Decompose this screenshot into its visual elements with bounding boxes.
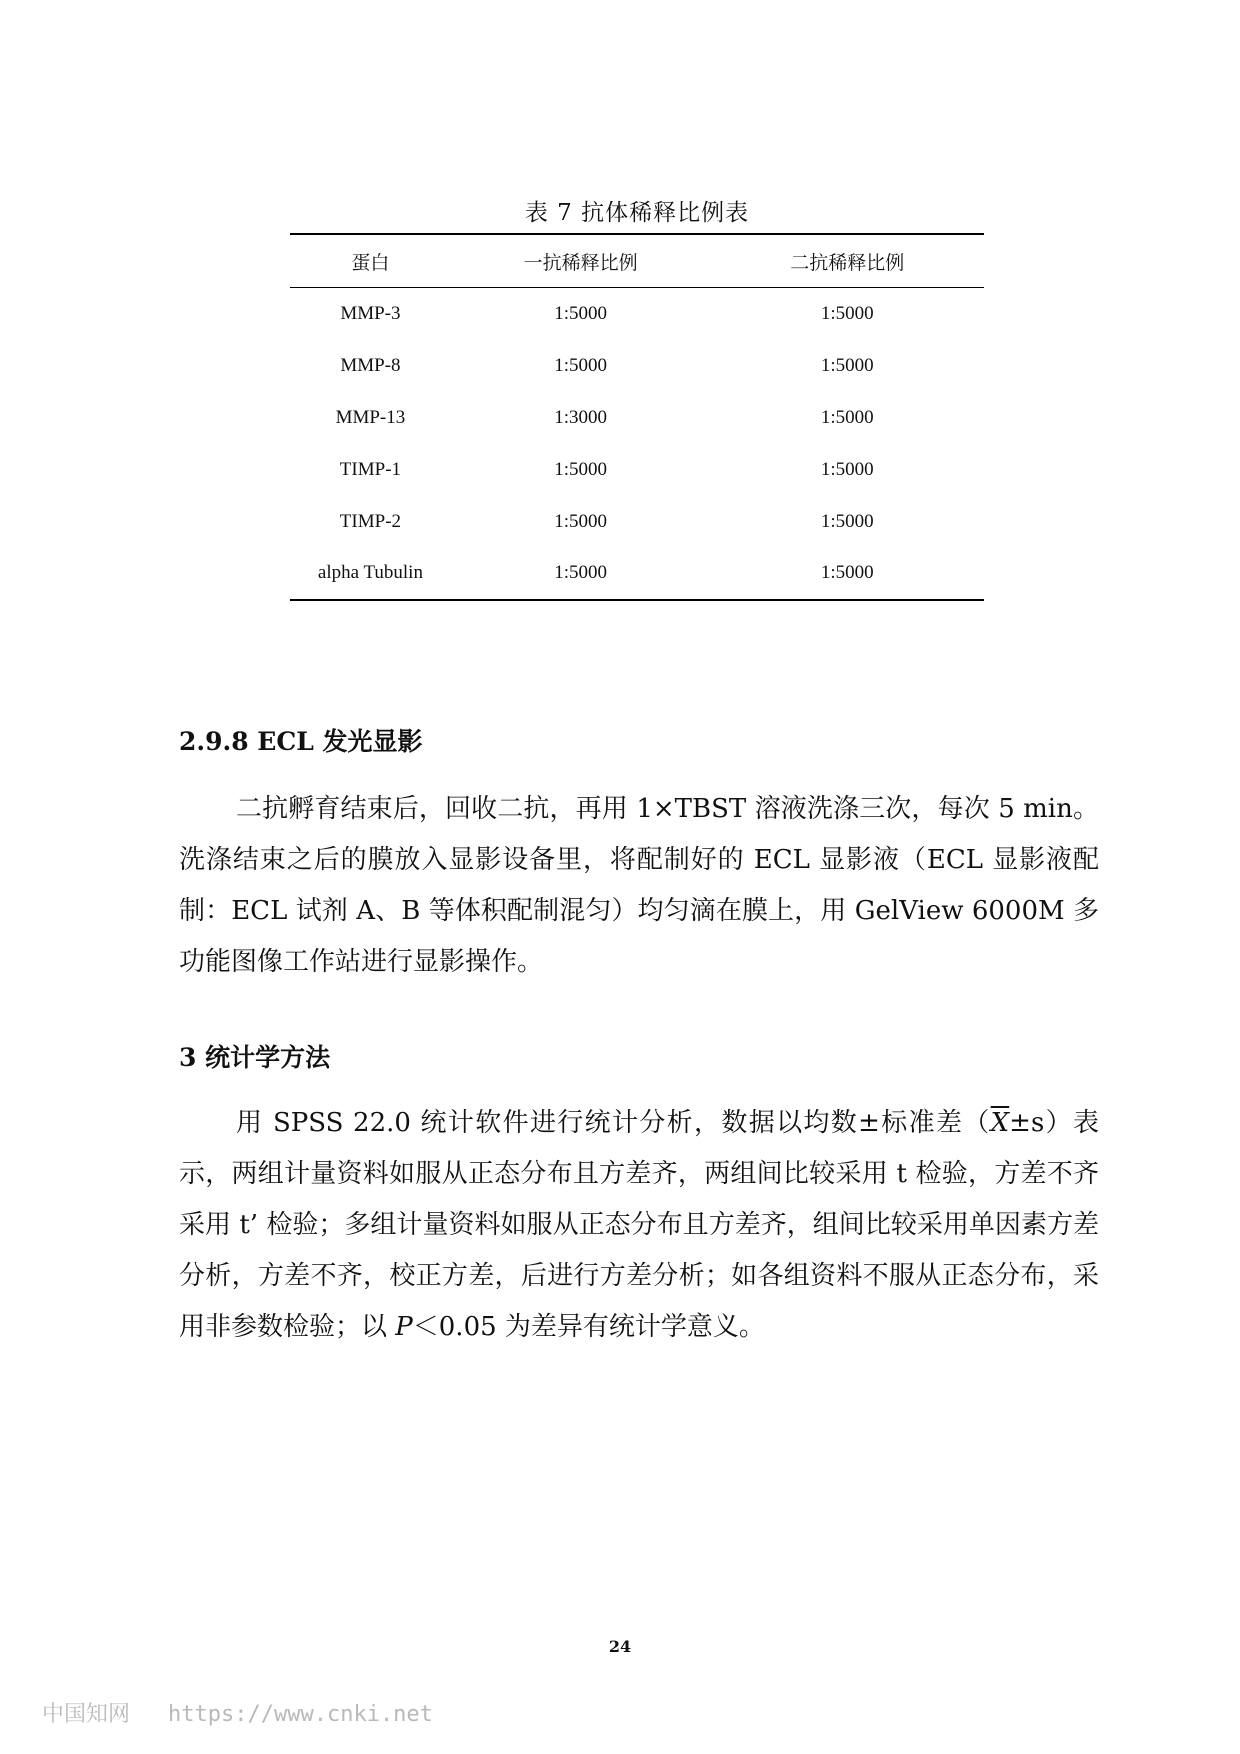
cell-primary: 1:5000 [554,354,608,376]
ecl-paragraph: 二抗孵育结束后，回收二抗，再用 1×TBST 溶液洗涤三次，每次 5 min。洗涤结束之后的膜放入显影设备里，将配制好的 ECL 显影液（ECL 显影液配制：ECL 试剂 A、B 等体积配制混匀）均匀滴在膜上，用 GelView 6000M 多功能图像工作站进行显影操作。 [179,794,1099,977]
header-secondary-dilution: 二抗稀释比例 [790,251,905,274]
statistics-text-part1: 用 SPSS 22.0 统计软件进行统计分析，数据以均数±标准差（ [236,1108,991,1138]
cell-protein: MMP-3 [340,302,401,324]
cell-protein: MMP-8 [340,354,401,376]
cell-secondary: 1:5000 [820,302,874,324]
statistics-text-part3: ＜0.05 为差异有统计学意义。 [412,1312,765,1342]
cell-secondary: 1:5000 [820,510,874,532]
table-header-row [290,234,984,288]
cell-protein: TIMP-2 [339,510,402,532]
cell-primary: 1:5000 [554,458,608,480]
table-row [290,288,984,340]
table-row [290,392,984,444]
cell-protein: MMP-13 [335,406,406,428]
cell-primary: 1:5000 [554,302,608,324]
statistics-text-part2: ±s）表示，两组计量资料如服从正态分布且方差齐，两组间比较采用 t 检验，方差不齐采用 t’ 检验；多组计量资料如服从正态分布且方差齐，组间比较采用单因素方差分析，方差不齐，校正方差，后进行方差分析；如各组资料不服从正态分布，采用非参数检验；以 [179,1108,1099,1342]
section-heading-ecl: 2.9.8 ECL 发光显影 [179,727,423,756]
table-row [290,548,984,600]
watermark-url: https://www.cnki.net [168,1702,433,1727]
cell-protein: alpha Tubulin [317,562,423,583]
cell-secondary: 1:5000 [820,458,874,480]
cell-secondary: 1:5000 [820,562,874,583]
antibody-dilution-table [290,233,984,601]
header-primary-dilution: 一抗稀释比例 [523,251,638,274]
table-row [290,340,984,392]
page-number: 24 [608,1637,632,1656]
watermark [42,1697,433,1728]
section-heading-statistics: 3 统计学方法 [179,1043,331,1072]
header-protein: 蛋白 [351,251,390,274]
cell-primary: 1:3000 [554,406,608,428]
table-row [290,496,984,548]
watermark-brand: 中国知网 [42,1702,131,1727]
cell-primary: 1:5000 [554,510,608,532]
p-value-symbol: P [395,1312,413,1342]
table-row [290,444,984,496]
cell-secondary: 1:5000 [820,406,874,428]
table-caption: 表 7 抗体稀释比例表 [524,200,750,226]
cell-secondary: 1:5000 [820,354,874,376]
mean-symbol: $\overline{X}$ [990,1108,1010,1138]
cell-protein: TIMP-1 [339,458,402,480]
cell-primary: 1:5000 [554,562,608,583]
statistics-paragraph [179,1098,1099,1353]
